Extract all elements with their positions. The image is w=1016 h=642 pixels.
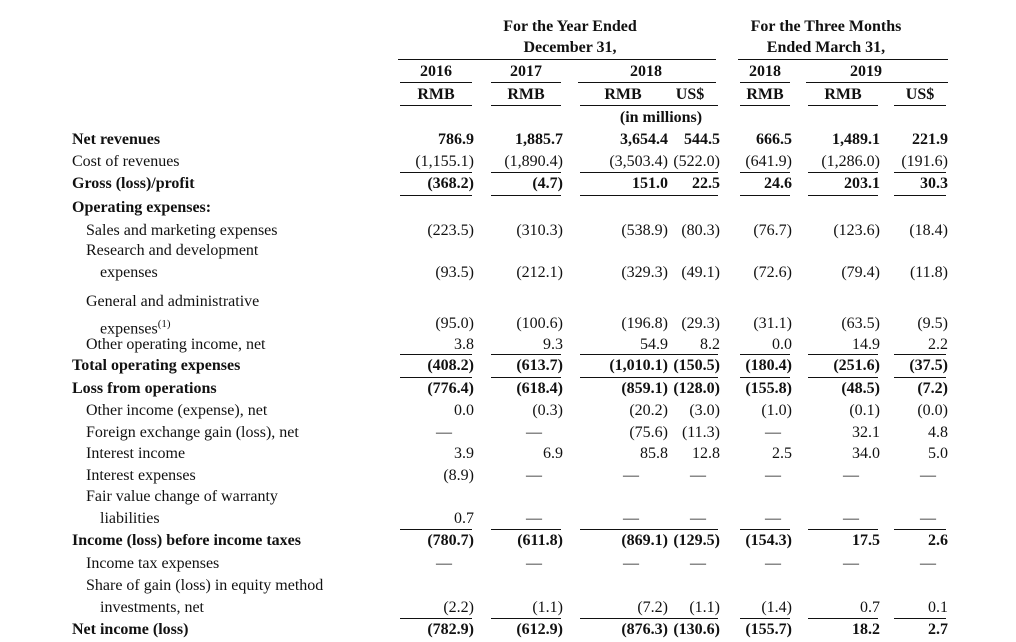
value-cell: (79.4) (841, 264, 880, 281)
value-cell: (538.9) (621, 222, 668, 239)
subtotal-rule (740, 172, 790, 173)
value-cell: (63.5) (841, 315, 880, 332)
value-cell: (196.8) (621, 315, 668, 332)
value-cell: (310.3) (516, 222, 563, 239)
row-label: General and administrative (86, 293, 260, 310)
value-cell: (31.1) (753, 315, 792, 332)
header-currency: RMB (824, 86, 862, 103)
value-cell: (0.0) (917, 402, 948, 419)
value-cell: (329.3) (621, 264, 668, 281)
row-label: Research and development (86, 242, 259, 259)
value-cell: (8.9) (443, 467, 474, 484)
subtotal-rule (740, 377, 790, 378)
header-currency-rule (662, 105, 718, 106)
row-label: Operating expenses: (72, 199, 212, 216)
row-label: expenses$^{(1)}$ (100, 318, 171, 338)
row-label: liabilities (100, 510, 160, 527)
value-cell: (11.8) (909, 264, 948, 281)
value-cell: (368.2) (427, 175, 474, 192)
value-cell: (408.2) (427, 357, 474, 374)
value-cell: 1,489.1 (832, 131, 880, 148)
header-currency: RMB (507, 86, 545, 103)
value-cell: (48.5) (841, 380, 880, 397)
value-cell: (76.7) (753, 222, 792, 239)
value-cell: 8.2 (700, 336, 720, 353)
value-cell: — (623, 555, 639, 572)
value-cell: 30.3 (920, 175, 948, 192)
header-currency-rule (400, 105, 472, 106)
subtotal-rule (400, 354, 472, 355)
header-currency: RMB (746, 86, 784, 103)
row-label: Foreign exchange gain (loss), net (86, 424, 299, 441)
value-cell: (876.3) (621, 621, 668, 638)
header-unit: (in millions) (619, 109, 703, 126)
subtotal-rule (894, 195, 946, 196)
value-cell: (93.5) (435, 264, 474, 281)
subtotal-rule (808, 529, 878, 530)
value-cell: (1,010.1) (609, 357, 668, 374)
subtotal-rule (400, 377, 472, 378)
value-cell: — (843, 467, 859, 484)
row-label: Other operating income, net (86, 336, 266, 353)
row-label: Share of gain (loss) in equity method (86, 577, 324, 594)
value-cell: (80.3) (681, 222, 720, 239)
value-cell: 0.0 (454, 402, 474, 419)
subtotal-rule (400, 618, 472, 619)
value-cell: (3,503.4) (609, 153, 668, 170)
value-cell: 9.3 (543, 336, 563, 353)
value-cell: (9.5) (917, 315, 948, 332)
row-label: Gross (loss)/profit (72, 175, 195, 192)
value-cell: — (526, 555, 542, 572)
value-cell: 34.0 (852, 445, 880, 462)
value-cell: (0.3) (532, 402, 563, 419)
value-cell: (1.1) (532, 599, 563, 616)
value-cell: (100.6) (516, 315, 563, 332)
row-label: Interest income (86, 445, 186, 462)
value-cell: — (436, 424, 452, 441)
value-cell: (95.0) (435, 315, 474, 332)
value-cell: (859.1) (621, 380, 668, 397)
row-label: Total operating expenses (72, 357, 241, 374)
value-cell: (191.6) (901, 153, 948, 170)
subtotal-rule (580, 172, 666, 173)
header-year-rule (400, 82, 472, 83)
header-currency: RMB (417, 86, 455, 103)
value-cell: 4.8 (928, 424, 948, 441)
subtotal-rule (808, 195, 878, 196)
value-cell: 2.7 (928, 621, 948, 638)
subtotal-rule (740, 354, 790, 355)
row-label: Loss from operations (72, 380, 217, 397)
subtotal-rule (491, 529, 561, 530)
value-cell: (618.4) (516, 380, 563, 397)
value-cell: — (436, 555, 452, 572)
value-cell: (1,890.4) (504, 153, 563, 170)
value-cell: — (920, 555, 936, 572)
value-cell: — (526, 467, 542, 484)
value-cell: (20.2) (629, 402, 668, 419)
value-cell: — (623, 510, 639, 527)
value-cell: (3.0) (689, 402, 720, 419)
subtotal-rule (580, 377, 666, 378)
subtotal-rule (808, 354, 878, 355)
value-cell: (0.1) (849, 402, 880, 419)
value-cell: (612.9) (516, 621, 563, 638)
value-cell: (1.1) (689, 599, 720, 616)
subtotal-rule (808, 377, 878, 378)
value-cell: (4.7) (532, 175, 563, 192)
value-cell: 1,885.7 (515, 131, 563, 148)
subtotal-rule (894, 618, 946, 619)
subtotal-rule (740, 195, 790, 196)
row-label: Net income (loss) (72, 621, 189, 638)
value-cell: (251.6) (833, 357, 880, 374)
value-cell: (223.5) (427, 222, 474, 239)
header-year-rule (740, 82, 790, 83)
subtotal-rule (808, 618, 878, 619)
value-cell: (123.6) (833, 222, 880, 239)
subtotal-rule (491, 354, 561, 355)
value-cell: (2.2) (443, 599, 474, 616)
subtotal-rule (491, 618, 561, 619)
value-cell: 5.0 (928, 445, 948, 462)
value-cell: (782.9) (427, 621, 474, 638)
footnote-marker: (1) (157, 318, 171, 330)
row-label: Cost of revenues (72, 153, 180, 170)
value-cell: 221.9 (912, 131, 948, 148)
header-currency-rule (491, 105, 561, 106)
value-cell: 85.8 (640, 445, 668, 462)
header-group1-line2: December 31, (523, 39, 617, 56)
header-currency-rule (808, 105, 878, 106)
row-label: expenses (100, 264, 158, 281)
value-cell: — (526, 510, 542, 527)
value-cell: (869.1) (621, 532, 668, 549)
value-cell: (11.3) (681, 424, 720, 441)
value-cell: 54.9 (640, 336, 668, 353)
value-cell: 2.6 (928, 532, 948, 549)
header-group2-line1: For the Three Months (750, 18, 902, 35)
value-cell: 0.0 (772, 336, 792, 353)
value-cell: — (526, 424, 542, 441)
value-cell: 3.8 (454, 336, 474, 353)
value-cell: 3,654.4 (620, 131, 668, 148)
value-cell: (611.8) (517, 532, 563, 549)
subtotal-rule (894, 172, 946, 173)
value-cell: (7.2) (637, 599, 668, 616)
subtotal-rule (580, 354, 666, 355)
value-cell: 24.6 (764, 175, 792, 192)
subtotal-rule (740, 618, 790, 619)
value-cell: 786.9 (438, 131, 474, 148)
subtotal-rule (894, 354, 946, 355)
header-group2-line2: Ended March 31, (766, 39, 886, 56)
header-currency-rule (740, 105, 790, 106)
header-currency-rule (580, 105, 666, 106)
row-label: Interest expenses (86, 467, 196, 484)
value-cell: — (843, 555, 859, 572)
row-label: Sales and marketing expenses (86, 222, 278, 239)
subtotal-rule (580, 618, 666, 619)
value-cell: 0.1 (928, 599, 948, 616)
header-rule-2018 (578, 82, 716, 83)
value-cell: (130.6) (673, 621, 720, 638)
header-year-col: 2016 (420, 63, 452, 80)
value-cell: 3.9 (454, 445, 474, 462)
value-cell: (37.5) (909, 357, 948, 374)
value-cell: (150.5) (673, 357, 720, 374)
value-cell: (155.7) (745, 621, 792, 638)
row-label: Income tax expenses (86, 555, 220, 572)
header-year-col: 2018 (749, 63, 781, 80)
value-cell: (18.4) (909, 222, 948, 239)
subtotal-rule (894, 529, 946, 530)
value-cell: (522.0) (673, 153, 720, 170)
value-cell: 17.5 (852, 532, 880, 549)
value-cell: 2.2 (928, 336, 948, 353)
subtotal-rule (400, 195, 472, 196)
header-currency-rule (894, 105, 946, 106)
value-cell: 22.5 (692, 175, 720, 192)
subtotal-rule (400, 172, 472, 173)
header-rule-2019 (806, 82, 948, 83)
row-label: Fair value change of warranty (86, 488, 278, 505)
value-cell: — (690, 555, 706, 572)
value-cell: (72.6) (753, 264, 792, 281)
value-cell: — (843, 510, 859, 527)
subtotal-rule (662, 529, 718, 530)
value-cell: 544.5 (684, 131, 720, 148)
row-label: investments, net (100, 599, 204, 616)
value-cell: (129.5) (673, 532, 720, 549)
subtotal-rule (400, 529, 472, 530)
value-cell: — (920, 467, 936, 484)
value-cell: (75.6) (629, 424, 668, 441)
value-cell: 6.9 (543, 445, 563, 462)
header-rule-group2 (738, 59, 948, 60)
subtotal-rule (662, 172, 718, 173)
header-currency: US$ (675, 86, 705, 103)
subtotal-rule (808, 172, 878, 173)
value-cell: (1,286.0) (821, 153, 880, 170)
value-cell: — (623, 467, 639, 484)
value-cell: (780.7) (427, 532, 474, 549)
subtotal-rule (580, 529, 666, 530)
value-cell: (212.1) (516, 264, 563, 281)
subtotal-rule (491, 195, 561, 196)
value-cell: (1.0) (761, 402, 792, 419)
subtotal-rule (491, 172, 561, 173)
value-cell: (49.1) (681, 264, 720, 281)
value-cell: — (765, 555, 781, 572)
value-cell: 0.7 (454, 510, 474, 527)
value-cell: (7.2) (917, 380, 948, 397)
subtotal-rule (894, 377, 946, 378)
header-year-2018: 2018 (630, 63, 662, 80)
value-cell: (613.7) (516, 357, 563, 374)
value-cell: (155.8) (745, 380, 792, 397)
value-cell: — (765, 467, 781, 484)
value-cell: (128.0) (673, 380, 720, 397)
row-label: Net revenues (72, 131, 161, 148)
value-cell: (154.3) (745, 532, 792, 549)
value-cell: 151.0 (632, 175, 668, 192)
value-cell: 18.2 (852, 621, 880, 638)
header-currency: US$ (905, 86, 935, 103)
header-group1-line1: For the Year Ended (503, 18, 637, 35)
header-year-2019: 2019 (850, 63, 882, 80)
value-cell: (1.4) (761, 599, 792, 616)
value-cell: 2.5 (772, 445, 792, 462)
value-cell: (641.9) (745, 153, 792, 170)
subtotal-rule (662, 618, 718, 619)
value-cell: — (690, 510, 706, 527)
value-cell: — (920, 510, 936, 527)
subtotal-rule (662, 354, 718, 355)
header-currency: RMB (604, 86, 642, 103)
header-year-col: 2017 (510, 63, 542, 80)
value-cell: — (765, 424, 781, 441)
value-cell: (29.3) (681, 315, 720, 332)
subtotal-rule (580, 195, 666, 196)
value-cell: 14.9 (852, 336, 880, 353)
row-label: Income (loss) before income taxes (72, 532, 301, 549)
value-cell: 12.8 (692, 445, 720, 462)
header-year-rule (491, 82, 561, 83)
subtotal-rule (662, 377, 718, 378)
value-cell: (1,155.1) (415, 153, 474, 170)
value-cell: — (690, 467, 706, 484)
value-cell: — (765, 510, 781, 527)
value-cell: 0.7 (860, 599, 880, 616)
header-rule-group1 (398, 59, 716, 60)
subtotal-rule (491, 377, 561, 378)
value-cell: (776.4) (427, 380, 474, 397)
value-cell: (180.4) (745, 357, 792, 374)
value-cell: 203.1 (844, 175, 880, 192)
value-cell: 32.1 (852, 424, 880, 441)
subtotal-rule (662, 195, 718, 196)
value-cell: 666.5 (756, 131, 792, 148)
subtotal-rule (740, 529, 790, 530)
row-label: Other income (expense), net (86, 402, 268, 419)
